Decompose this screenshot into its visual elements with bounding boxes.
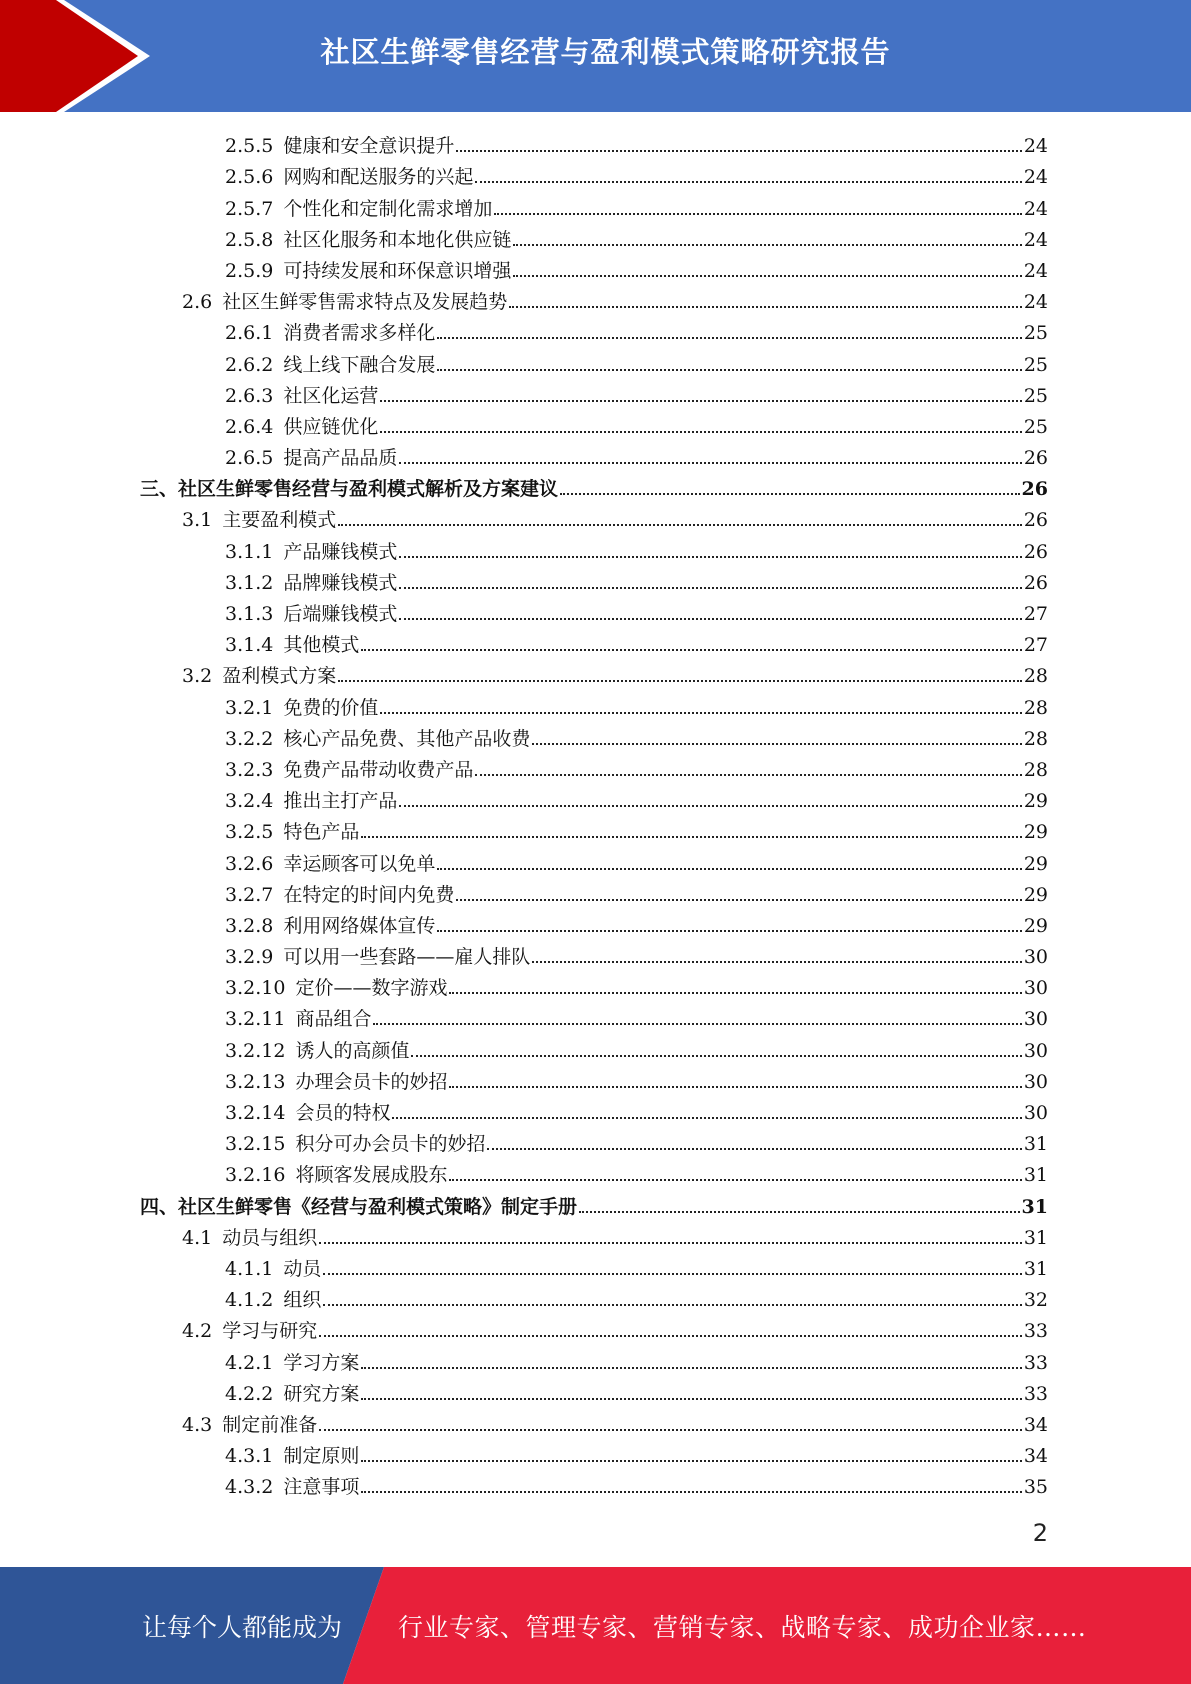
toc-entry-number: 3.2.15	[225, 1133, 286, 1156]
toc-entry-title: 制定前准备	[222, 1413, 318, 1436]
page-number: 2	[1032, 1519, 1048, 1547]
toc-entry-number: 3.2.4	[225, 790, 274, 813]
toc-leader-dots	[560, 493, 1020, 495]
toc-leader-dots	[399, 805, 1021, 807]
toc-entry-number: 2.6	[182, 291, 213, 314]
toc-entry-number: 2.6.5	[225, 447, 274, 470]
toc-leader-dots	[323, 1304, 1021, 1306]
toc-entry-page: 30	[1023, 977, 1048, 1000]
toc-entry[interactable]	[140, 1437, 1048, 1468]
toc-entry-page: 34	[1023, 1445, 1048, 1468]
toc-entry-title: 学习方案	[283, 1351, 360, 1374]
toc-entry-page: 35	[1023, 1476, 1048, 1499]
toc-entry-page: 31	[1023, 1226, 1048, 1249]
toc-entry[interactable]	[140, 782, 1048, 813]
toc-leader-dots	[494, 213, 1021, 215]
toc-leader-dots	[437, 369, 1021, 371]
toc-leader-dots	[380, 431, 1021, 433]
toc-entry-title: 推出主打产品	[283, 790, 398, 813]
toc-entry-number: 4.1.2	[225, 1289, 274, 1312]
toc-leader-dots	[513, 244, 1021, 246]
toc-entry-page: 32	[1023, 1289, 1048, 1312]
toc-entry[interactable]	[140, 314, 1048, 345]
toc-entry-page: 31	[1023, 1257, 1048, 1280]
toc-entry-title: 网购和配送服务的兴起	[283, 166, 474, 189]
toc-entry-number: 2.5.5	[225, 135, 274, 158]
toc-entry-number: 3.2.7	[225, 883, 274, 906]
toc-entry-page: 31	[1023, 1133, 1048, 1156]
toc-entry-title: 学习与研究	[222, 1320, 318, 1343]
toc-entry-page: 28	[1023, 696, 1048, 719]
toc-entry-title: 健康和安全意识提升	[283, 135, 455, 158]
toc-entry[interactable]	[140, 127, 1048, 158]
toc-entry[interactable]	[140, 1156, 1048, 1187]
toc-entry-title: 提高产品品质	[283, 447, 398, 470]
toc-entry-number: 3.2.6	[225, 852, 274, 875]
toc-entry-title: 个性化和定制化需求增加	[283, 197, 493, 220]
toc-entry-number: 3.2.8	[225, 914, 274, 937]
toc-entry-number: 2.5.6	[225, 166, 274, 189]
toc-entry[interactable]	[140, 720, 1048, 751]
toc-entry-page: 33	[1023, 1382, 1048, 1405]
toc-entry-page: 26	[1023, 571, 1048, 594]
toc-entry-number: 4.2.1	[225, 1351, 274, 1374]
toc-entry[interactable]	[140, 1250, 1048, 1281]
toc-entry-number: 3.1.2	[225, 571, 274, 594]
toc-entry-number: 2.5.9	[225, 259, 274, 282]
toc-entry[interactable]	[140, 1125, 1048, 1156]
toc-entry-title: 主要盈利模式	[222, 509, 337, 532]
toc-entry-number: 3.1.3	[225, 603, 274, 625]
toc-entry-page: 24	[1023, 291, 1048, 314]
toc-entry[interactable]	[140, 1281, 1048, 1312]
toc-entry-number: 4.1	[182, 1226, 213, 1249]
toc-entry-page: 31	[1023, 1164, 1048, 1187]
toc-entry-title: 核心产品免费、其他产品收费	[283, 727, 531, 750]
toc-entry-page: 26	[1023, 447, 1048, 470]
toc-entry-title: 制定原则	[283, 1445, 360, 1468]
toc-entry[interactable]	[140, 844, 1048, 875]
toc-entry-page: 26	[1023, 540, 1048, 563]
toc-leader-dots	[449, 1086, 1021, 1088]
toc-entry-title: 积分可办会员卡的妙招	[295, 1133, 486, 1156]
toc-leader-dots	[399, 587, 1021, 589]
toc-leader-dots	[399, 556, 1021, 558]
toc-entry-title: 免费的价值	[283, 696, 379, 719]
toc-entry-page: 24	[1023, 135, 1048, 158]
toc-entry-page: 30	[1023, 1039, 1048, 1062]
toc-entry-title: 在特定的时间内免费	[283, 883, 455, 906]
toc-entry-page: 24	[1023, 228, 1048, 251]
toc-entry-page: 34	[1023, 1413, 1048, 1436]
toc-entry[interactable]	[140, 532, 1048, 563]
toc-entry-title: 动员	[283, 1257, 322, 1280]
toc-entry-number: 3.1	[182, 509, 213, 532]
toc-entry[interactable]	[140, 1375, 1048, 1406]
toc-entry-number: 3.2.13	[225, 1070, 286, 1093]
toc-leader-dots	[456, 150, 1021, 152]
toc-entry[interactable]	[140, 501, 1048, 532]
toc-entry-page: 29	[1023, 790, 1048, 813]
toc-entry-number: 3.1.1	[225, 540, 274, 563]
toc-entry[interactable]	[140, 1219, 1048, 1250]
toc-entry-number: 3.2.1	[225, 696, 274, 719]
toc-entry-title: 盈利模式方案	[222, 665, 337, 688]
toc-leader-dots	[338, 680, 1022, 682]
toc-entry[interactable]	[140, 470, 1048, 501]
toc-entry-number: 4.2.2	[225, 1382, 274, 1405]
toc-leader-dots	[323, 1273, 1021, 1275]
toc-entry-title: 组织	[283, 1289, 322, 1312]
document-title: 社区生鲜零售经营与盈利模式策略研究报告	[320, 34, 891, 69]
toc-leader-dots	[456, 899, 1021, 901]
toc-entry-number: 4.3.1	[225, 1445, 274, 1468]
toc-entry[interactable]	[140, 252, 1048, 283]
toc-leader-dots	[513, 275, 1021, 277]
toc-entry-title: 产品赚钱模式	[283, 540, 398, 563]
toc-entry-number: 3.2.5	[225, 821, 274, 844]
toc-leader-dots	[361, 1491, 1021, 1493]
toc-entry-number: 2.6.3	[225, 384, 274, 407]
toc-entry-page: 29	[1023, 914, 1048, 937]
toc-entry[interactable]	[140, 751, 1048, 782]
toc-entry-title: 幸运顾客可以免单	[283, 852, 436, 875]
toc-entry-page: 25	[1023, 415, 1048, 438]
toc-leader-dots	[361, 649, 1021, 651]
toc-entry-title: 办理会员卡的妙招	[295, 1070, 448, 1093]
toc-leader-dots	[411, 1055, 1021, 1057]
toc-entry-title: 可持续发展和环保意识增强	[283, 259, 512, 282]
toc-entry[interactable]	[140, 1312, 1048, 1343]
toc-entry-title: 定价——数字游戏	[295, 977, 448, 1000]
toc-entry[interactable]	[140, 158, 1048, 189]
toc-entry-number: 3.1.4	[225, 634, 274, 657]
toc-entry-page: 30	[1023, 1102, 1048, 1124]
toc-entry-title: 三、社区生鲜零售经营与盈利模式解析及方案建议	[140, 478, 559, 501]
toc-entry-title: 诱人的高颜值	[295, 1039, 410, 1062]
toc-entry[interactable]	[140, 439, 1048, 470]
toc-entry-title: 会员的特权	[295, 1102, 391, 1124]
toc-entry-page: 30	[1023, 946, 1048, 969]
toc-entry[interactable]	[140, 1094, 1048, 1125]
toc-entry[interactable]	[140, 938, 1048, 969]
toc-entry-page: 27	[1023, 603, 1048, 625]
toc-leader-dots	[319, 1242, 1022, 1244]
toc-entry-number: 4.2	[182, 1320, 213, 1343]
toc-entry-number: 4.3.2	[225, 1476, 274, 1499]
toc-entry-title: 研究方案	[283, 1382, 360, 1405]
toc-entry-page: 24	[1023, 197, 1048, 220]
toc-entry-title: 消费者需求多样化	[283, 322, 436, 345]
toc-entry-page: 28	[1023, 758, 1048, 781]
toc-entry[interactable]	[140, 688, 1048, 719]
toc-entry-page: 28	[1023, 727, 1048, 750]
toc-leader-dots	[319, 1429, 1022, 1431]
toc-leader-dots	[449, 1179, 1021, 1181]
toc-entry-number: 3.2.9	[225, 946, 274, 969]
toc-leader-dots	[380, 400, 1021, 402]
toc-entry-title: 供应链优化	[283, 415, 379, 438]
toc-entry-number: 3.2.14	[225, 1102, 286, 1124]
toc-entry-number: 3.2	[182, 665, 213, 688]
footer-slogan-right: 行业专家、管理专家、营销专家、战略专家、成功企业家……	[398, 1612, 1087, 1642]
toc-leader-dots	[361, 1398, 1021, 1400]
toc-entry-title: 其他模式	[283, 634, 360, 657]
toc-leader-dots	[437, 868, 1021, 870]
toc-entry-page: 25	[1023, 322, 1048, 345]
toc-entry-title: 可以用一些套路——雇人排队	[283, 946, 531, 969]
toc-entry[interactable]	[140, 189, 1048, 220]
toc-entry-page: 28	[1023, 665, 1048, 688]
toc-entry[interactable]	[140, 283, 1048, 314]
toc-leader-dots	[449, 992, 1021, 994]
toc-entry[interactable]	[140, 1063, 1048, 1094]
toc-entry[interactable]	[140, 1468, 1048, 1499]
toc-entry-title: 利用网络媒体宣传	[283, 914, 436, 937]
toc-entry[interactable]	[140, 1000, 1048, 1031]
toc-entry[interactable]	[140, 221, 1048, 252]
toc-entry-page: 25	[1023, 353, 1048, 376]
toc-entry[interactable]	[140, 377, 1048, 408]
toc-entry[interactable]	[140, 1406, 1048, 1437]
toc-entry-title: 免费产品带动收费产品	[283, 758, 474, 781]
toc-leader-dots	[487, 1148, 1021, 1150]
toc-entry-title: 社区化服务和本地化供应链	[283, 228, 512, 251]
toc-entry-title: 动员与组织	[222, 1226, 318, 1249]
toc-leader-dots	[532, 961, 1021, 963]
toc-entry-number: 4.1.1	[225, 1257, 274, 1280]
toc-entry[interactable]	[140, 813, 1048, 844]
page-header	[0, 0, 1191, 112]
page-footer	[0, 1567, 1191, 1684]
toc-entry-page: 25	[1023, 384, 1048, 407]
toc-entry[interactable]	[140, 345, 1048, 376]
toc-entry-page: 29	[1023, 883, 1048, 906]
toc-entry[interactable]	[140, 1187, 1048, 1218]
toc-entry-title: 注意事项	[283, 1476, 360, 1499]
toc-leader-dots	[475, 774, 1021, 776]
toc-leader-dots	[361, 836, 1021, 838]
toc-entry-title: 社区化运营	[283, 384, 379, 407]
toc-leader-dots	[437, 337, 1021, 339]
toc-entry-page: 29	[1023, 821, 1048, 844]
toc-leader-dots	[361, 1367, 1021, 1369]
toc-entry-number: 2.5.8	[225, 228, 274, 251]
toc-entry[interactable]	[140, 657, 1048, 688]
toc-entry-number: 2.6.1	[225, 322, 274, 345]
toc-entry-title: 商品组合	[295, 1008, 372, 1031]
toc-entry[interactable]	[140, 408, 1048, 439]
toc-entry-number: 3.2.3	[225, 758, 274, 781]
toc-entry-title: 品牌赚钱模式	[283, 571, 398, 594]
toc-entry-number: 4.3	[182, 1413, 213, 1436]
toc-leader-dots	[380, 712, 1021, 714]
toc-entry-page: 31	[1021, 1195, 1048, 1218]
toc-entry-page: 30	[1023, 1008, 1048, 1031]
toc-entry-number: 2.6.4	[225, 415, 274, 438]
toc-entry-title: 社区生鲜零售需求特点及发展趋势	[222, 291, 508, 314]
toc-entry-number: 3.2.2	[225, 727, 274, 750]
toc-entry-page: 33	[1023, 1320, 1048, 1343]
toc-entry-title: 将顾客发展成股东	[295, 1164, 448, 1187]
table-of-contents	[140, 127, 1048, 1499]
toc-entry-number: 3.2.12	[225, 1039, 286, 1062]
toc-entry-page: 27	[1023, 634, 1048, 657]
toc-entry-number: 3.2.11	[225, 1008, 286, 1031]
toc-entry[interactable]	[140, 969, 1048, 1000]
toc-entry-number: 2.6.2	[225, 353, 274, 376]
toc-entry-page: 24	[1023, 259, 1048, 282]
toc-leader-dots	[392, 1117, 1021, 1119]
toc-leader-dots	[338, 524, 1022, 526]
footer-slogan-left: 让每个人都能成为	[142, 1612, 343, 1642]
toc-leader-dots	[532, 743, 1021, 745]
toc-entry[interactable]	[140, 626, 1048, 657]
toc-entry-page: 29	[1023, 852, 1048, 875]
toc-entry-number: 3.2.16	[225, 1164, 286, 1187]
toc-leader-dots	[373, 1023, 1021, 1025]
toc-entry[interactable]	[140, 564, 1048, 595]
toc-entry-page: 33	[1023, 1351, 1048, 1374]
toc-leader-dots	[319, 1335, 1022, 1337]
toc-entry-number: 2.5.7	[225, 197, 274, 220]
toc-leader-dots	[361, 1460, 1021, 1462]
toc-leader-dots	[399, 462, 1021, 464]
toc-entry-page: 26	[1023, 509, 1048, 532]
toc-entry-title: 后端赚钱模式	[283, 603, 398, 625]
toc-entry[interactable]	[140, 907, 1048, 938]
toc-leader-dots	[475, 181, 1021, 183]
toc-leader-dots	[579, 1211, 1020, 1213]
toc-entry-number: 3.2.10	[225, 977, 286, 1000]
toc-entry-title: 特色产品	[283, 821, 360, 844]
toc-entry[interactable]	[140, 1031, 1048, 1062]
toc-entry-page: 26	[1021, 478, 1048, 501]
toc-entry[interactable]	[140, 595, 1048, 626]
toc-entry-page: 24	[1023, 166, 1048, 189]
toc-entry-page: 30	[1023, 1070, 1048, 1093]
toc-leader-dots	[509, 306, 1022, 308]
toc-entry-title: 线上线下融合发展	[283, 353, 436, 376]
toc-leader-dots	[399, 618, 1021, 620]
toc-entry-title: 四、社区生鲜零售《经营与盈利模式策略》制定手册	[140, 1195, 578, 1218]
toc-entry[interactable]	[140, 1343, 1048, 1374]
toc-leader-dots	[437, 930, 1021, 932]
toc-entry[interactable]	[140, 876, 1048, 907]
